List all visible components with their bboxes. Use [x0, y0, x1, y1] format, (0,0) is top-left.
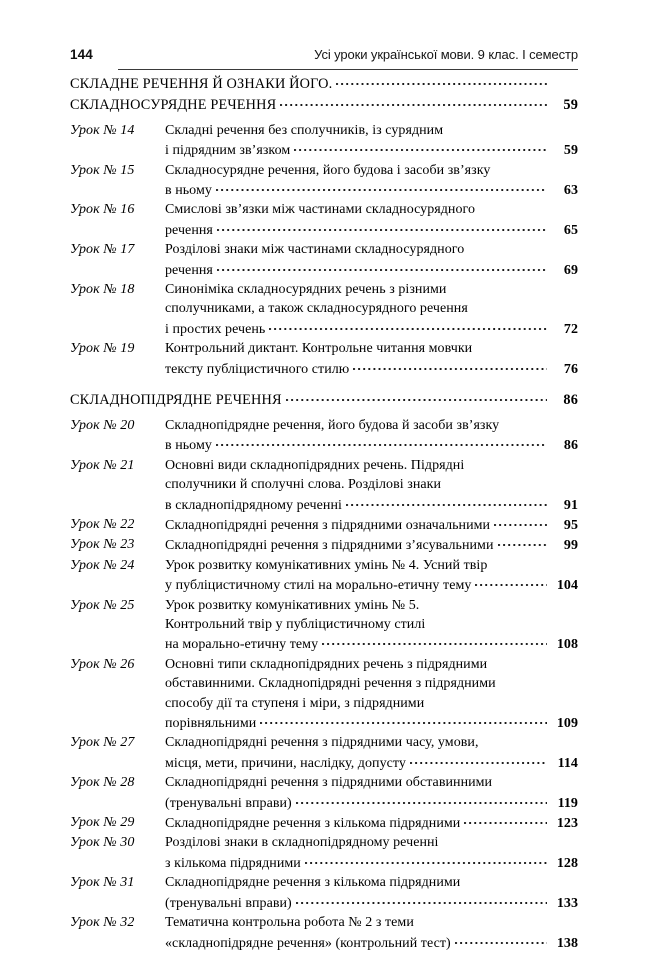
lesson-title-line — [165, 713, 578, 733]
lesson-title-line — [165, 435, 578, 455]
lesson-title-line — [165, 220, 578, 240]
lesson-title-text: Основні типи складнопідрядних речень з підрядними — [165, 656, 488, 672]
lesson-title-line — [165, 180, 578, 200]
lesson-title-line — [165, 319, 578, 339]
lesson-title-text: Розділові знаки в складнопідрядному реченні — [165, 835, 439, 851]
lesson-label: Урок № 24 — [70, 557, 135, 573]
lesson-title-line — [165, 893, 578, 913]
entry-lesson-24[interactable] — [70, 556, 578, 596]
dot-leader — [410, 753, 547, 767]
dot-leader — [464, 813, 547, 827]
dot-leader — [260, 713, 547, 727]
dot-leader — [498, 535, 547, 549]
lesson-title-text: Основні види складнопідрядних речень. Підрядні — [165, 457, 465, 473]
lesson-title-line — [165, 456, 578, 475]
dot-leader — [286, 390, 547, 404]
lesson-label: Урок № 16 — [70, 202, 135, 218]
lesson-label: Урок № 32 — [70, 915, 135, 931]
lesson-title-block — [165, 416, 578, 456]
lesson-page-number: 65 — [563, 222, 578, 238]
lesson-title-line — [165, 694, 578, 713]
lesson-title-line — [165, 240, 578, 259]
lesson-title-text: (тренувальні вправи) — [165, 795, 292, 811]
lesson-page-number: 76 — [563, 361, 578, 377]
lesson-title-line — [165, 535, 578, 555]
dot-leader — [336, 74, 547, 88]
lesson-title-line — [165, 634, 578, 654]
lesson-title-line — [165, 161, 578, 180]
lesson-page-number: 123 — [556, 816, 578, 832]
lesson-label: Урок № 28 — [70, 775, 135, 791]
lesson-title-line — [165, 339, 578, 358]
dot-leader — [294, 140, 547, 154]
entry-lesson-18[interactable] — [70, 280, 578, 339]
lesson-page-number: 99 — [563, 538, 578, 554]
lesson-title-block — [165, 121, 578, 161]
section-heading-text: СКЛАДНЕ РЕЧЕННЯ Й ОЗНАКИ ЙОГО. — [70, 76, 333, 93]
lesson-title-line — [165, 793, 578, 813]
lesson-title-text: Синоніміка складносурядних речень з різними — [165, 282, 447, 298]
lesson-title-line — [165, 359, 578, 379]
lesson-title-block — [165, 655, 578, 734]
lesson-label: Урок № 19 — [70, 341, 135, 357]
lesson-page-number: 119 — [557, 795, 578, 811]
lesson-title-line — [165, 121, 578, 140]
lesson-title-text: речення — [165, 222, 213, 238]
lesson-title-block — [165, 773, 578, 813]
lesson-title-text: на морально-етичну тему — [165, 637, 319, 653]
lesson-title-text: Контрольний твір у публіцистичному стилі — [165, 617, 426, 633]
dot-leader — [217, 220, 547, 234]
entry-lesson-14[interactable] — [70, 121, 578, 161]
dot-leader — [494, 515, 547, 529]
lesson-page-number: 133 — [556, 895, 578, 911]
entry-lesson-16[interactable] — [70, 200, 578, 240]
lesson-title-line — [165, 813, 578, 833]
lesson-title-line — [165, 475, 578, 494]
lesson-page-number: 91 — [563, 497, 578, 513]
lesson-title-line — [165, 833, 578, 852]
lesson-page-number: 108 — [556, 637, 578, 653]
lesson-title-text: в ньому — [165, 183, 212, 198]
lesson-label: Урок № 22 — [70, 516, 135, 532]
lesson-page-number: 63 — [563, 183, 578, 198]
lesson-title-text: Складносурядне речення, його будова і засоби зв’язку — [165, 162, 491, 178]
lesson-title-line — [165, 933, 578, 953]
dot-leader — [322, 634, 547, 648]
dot-leader — [353, 359, 547, 373]
entry-lesson-21[interactable] — [70, 456, 578, 515]
lesson-title-text: речення — [165, 262, 213, 278]
lesson-title-text: сполучники й сполучні слова. Розділові знаки — [165, 477, 442, 493]
lesson-title-text: Урок розвитку комунікативних умінь № 4. Усний твір — [165, 557, 488, 573]
lesson-title-block — [165, 913, 578, 953]
lesson-title-line — [165, 753, 578, 773]
entry-lesson-32[interactable] — [70, 913, 578, 953]
lesson-title-text: Складнопідрядне речення, його будова й засоби зв’язку — [165, 417, 500, 433]
lesson-title-block — [165, 596, 578, 655]
entry-lesson-31[interactable] — [70, 873, 578, 913]
lesson-title-line — [165, 280, 578, 299]
dot-leader — [475, 575, 547, 589]
dot-leader — [280, 95, 547, 109]
lesson-title-line — [165, 596, 578, 615]
lesson-title-block — [165, 556, 578, 596]
dot-leader — [296, 793, 547, 807]
lesson-page-number: 95 — [563, 517, 578, 533]
lesson-label: Урок № 14 — [70, 122, 135, 138]
lesson-label: Урок № 29 — [70, 815, 135, 831]
lesson-title-line — [165, 575, 578, 595]
section-skladnopidryadne-rechennya[interactable] — [70, 390, 578, 411]
lesson-label: Урок № 15 — [70, 162, 135, 178]
entry-lesson-15[interactable] — [70, 161, 578, 201]
section-heading-text: СКЛАДНОПІДРЯДНЕ РЕЧЕННЯ — [70, 392, 282, 409]
lesson-label: Урок № 25 — [70, 597, 135, 613]
lesson-title-text: і підрядним зв’язком — [165, 143, 291, 159]
lesson-title-text: в ньому — [165, 438, 212, 454]
lesson-title-line — [165, 913, 578, 932]
lesson-page-number: 86 — [563, 438, 578, 454]
lesson-label: Урок № 31 — [70, 875, 135, 891]
dot-leader — [216, 180, 547, 194]
lesson-title-line — [165, 515, 578, 535]
lesson-title-text: Урок розвитку комунікативних умінь № 5. — [165, 597, 420, 613]
lesson-page-number: 114 — [557, 755, 578, 771]
lesson-title-line — [165, 615, 578, 634]
dot-leader — [305, 853, 547, 867]
section-page-number: 59 — [563, 97, 578, 114]
lesson-title-block — [165, 280, 578, 339]
lesson-title-text: (тренувальні вправи) — [165, 895, 292, 911]
lesson-label: Урок № 26 — [70, 656, 135, 672]
lesson-page-number: 59 — [563, 143, 578, 159]
lesson-title-text: Складнопідрядні речення з підрядними означальними — [165, 517, 491, 533]
lesson-title-text: Складнопідрядні речення з підрядними часу, умови, — [165, 735, 479, 751]
lesson-title-line — [165, 873, 578, 892]
entry-lesson-28[interactable] — [70, 773, 578, 813]
lesson-title-text: порівняльними — [165, 716, 257, 732]
entry-lesson-23[interactable] — [70, 535, 578, 555]
section-skladne-rechennya[interactable] — [70, 74, 578, 116]
lesson-title-text: тексту публіцистичного стилю — [165, 361, 350, 377]
entry-lesson-22[interactable] — [70, 515, 578, 535]
lesson-title-block — [165, 535, 578, 555]
lesson-title-block — [165, 240, 578, 280]
entry-lesson-30[interactable] — [70, 833, 578, 873]
lesson-title-block — [165, 339, 578, 379]
lesson-title-block — [165, 515, 578, 535]
lesson-title-text: Складнопідрядне речення з кількома підрядними — [165, 816, 461, 832]
lesson-label: Урок № 18 — [70, 282, 135, 298]
lesson-title-text: сполучниками, а також складносурядного речення — [165, 301, 468, 317]
lesson-label: Урок № 23 — [70, 537, 135, 553]
entry-lesson-20[interactable] — [70, 416, 578, 456]
lesson-title-text: Складнопідрядні речення з підрядними з’ясувальними — [165, 538, 494, 554]
lesson-title-block — [165, 161, 578, 201]
running-head-title: Усі уроки української мови. 9 клас. І семестр — [314, 47, 578, 62]
lesson-title-block — [165, 733, 578, 773]
lesson-page-number: 72 — [563, 321, 578, 337]
lesson-title-line — [165, 140, 578, 160]
lesson-title-line — [165, 853, 578, 873]
entry-lesson-25[interactable] — [70, 596, 578, 655]
lesson-title-block — [165, 456, 578, 515]
lesson-title-text: Розділові знаки між частинами складносурядного — [165, 242, 465, 258]
lesson-title-line — [165, 200, 578, 219]
entry-lesson-17[interactable] — [70, 240, 578, 280]
running-head — [70, 47, 578, 73]
lesson-page-number: 138 — [556, 935, 578, 951]
lesson-title-line — [165, 495, 578, 515]
table-of-contents — [70, 74, 578, 953]
lesson-title-text: місця, мети, причини, наслідку, допусту — [165, 755, 406, 771]
page-folio-number: 144 — [70, 47, 93, 62]
lesson-page-number: 109 — [556, 716, 578, 732]
lesson-title-text: обставинними. Складнопідрядні речення з підрядними — [165, 676, 496, 692]
dot-leader — [217, 260, 547, 274]
lesson-title-text: з кількома підрядними — [165, 855, 301, 871]
lesson-title-text: Смислові зв’язки між частинами складносурядного — [165, 202, 476, 218]
lesson-title-text: і простих речень — [165, 321, 266, 337]
entry-lesson-27[interactable] — [70, 733, 578, 773]
section-heading-line — [70, 74, 578, 95]
dot-leader — [455, 933, 547, 947]
lesson-label: Урок № 30 — [70, 835, 135, 851]
lesson-title-block — [165, 200, 578, 240]
lesson-label: Урок № 21 — [70, 457, 135, 473]
dot-leader — [269, 319, 547, 333]
lesson-title-text: Тематична контрольна робота № 2 з теми — [165, 915, 414, 931]
entry-lesson-19[interactable] — [70, 339, 578, 379]
lesson-label: Урок № 27 — [70, 735, 135, 751]
lesson-title-line — [165, 773, 578, 792]
section-heading-text: СКЛАДНОСУРЯДНЕ РЕЧЕННЯ — [70, 97, 277, 114]
lesson-title-text: Контрольний диктант. Контрольне читання мовчки — [165, 341, 473, 357]
entry-lesson-26[interactable] — [70, 655, 578, 734]
lesson-title-block — [165, 833, 578, 873]
lesson-title-text: Складні речення без сполучників, із сурядним — [165, 122, 444, 138]
section-heading-line — [70, 95, 578, 116]
lesson-label: Урок № 20 — [70, 417, 135, 433]
section-spacer — [70, 379, 578, 390]
entry-lesson-29[interactable] — [70, 813, 578, 833]
section-page-number: 86 — [563, 392, 578, 409]
lesson-title-text: способу дії та ступеня і міри, з підрядними — [165, 695, 425, 711]
lesson-title-text: Складнопідрядні речення з підрядними обставинними — [165, 775, 493, 791]
lesson-label: Урок № 17 — [70, 242, 135, 258]
lesson-title-line — [165, 299, 578, 318]
lesson-title-block — [165, 813, 578, 833]
lesson-title-line — [165, 655, 578, 674]
lesson-title-text: у публіцистичному стилі на морально-етичну тему — [165, 578, 472, 594]
lesson-title-line — [165, 416, 578, 435]
lesson-title-line — [165, 260, 578, 280]
section-heading-line — [70, 390, 578, 411]
lesson-title-text: в складнопідрядному реченні — [165, 497, 342, 513]
lesson-title-block — [165, 873, 578, 913]
lesson-title-text: Складнопідрядне речення з кількома підрядними — [165, 875, 461, 891]
dot-leader — [216, 435, 547, 449]
lesson-title-text: «складнопідрядне речення» (контрольний тест) — [165, 935, 451, 951]
running-head-rule — [118, 69, 578, 70]
lesson-page-number: 69 — [563, 262, 578, 278]
dot-leader — [346, 495, 547, 509]
lesson-page-number: 104 — [556, 578, 578, 594]
lesson-title-line — [165, 556, 578, 575]
lesson-page-number: 128 — [556, 855, 578, 871]
lesson-title-line — [165, 674, 578, 693]
lesson-title-line — [165, 733, 578, 752]
